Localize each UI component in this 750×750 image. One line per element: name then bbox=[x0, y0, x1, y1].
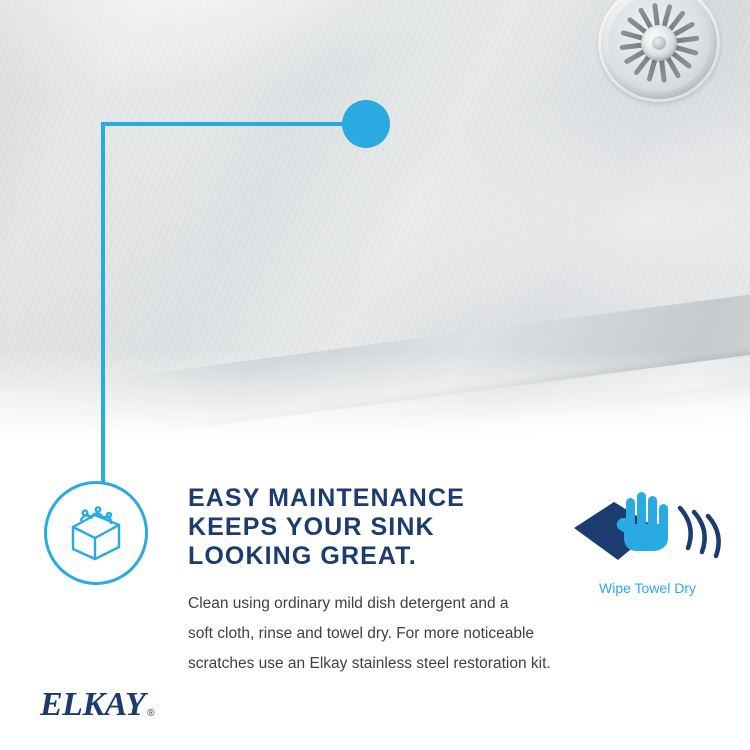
body-line-2: soft cloth, rinse and towel dry. For more noticeable bbox=[188, 625, 535, 642]
body-copy bbox=[188, 589, 568, 679]
headline-line-2: KEEPS YOUR SINK bbox=[188, 513, 435, 541]
photo-fade bbox=[0, 350, 750, 470]
wipe-towel-illustration bbox=[560, 484, 735, 604]
elkay-logo bbox=[40, 688, 155, 722]
hand-wiping-towel-icon bbox=[568, 484, 728, 576]
page-title bbox=[188, 484, 588, 571]
registered-mark: ® bbox=[147, 708, 155, 719]
wipe-caption: Wipe Towel Dry bbox=[599, 580, 696, 596]
sponge-icon bbox=[44, 481, 148, 585]
logo-text: ELKAY bbox=[40, 686, 146, 723]
headline-line-1: EASY MAINTENANCE bbox=[188, 484, 465, 512]
callout-dot bbox=[342, 100, 390, 148]
sink-drain-strainer bbox=[591, 0, 726, 109]
body-line-3: scratches use an Elkay stainless steel restoration kit. bbox=[188, 655, 551, 672]
body-line-1: Clean using ordinary mild dish detergent and a bbox=[188, 595, 509, 612]
headline-line-3: LOOKING GREAT. bbox=[188, 542, 417, 570]
